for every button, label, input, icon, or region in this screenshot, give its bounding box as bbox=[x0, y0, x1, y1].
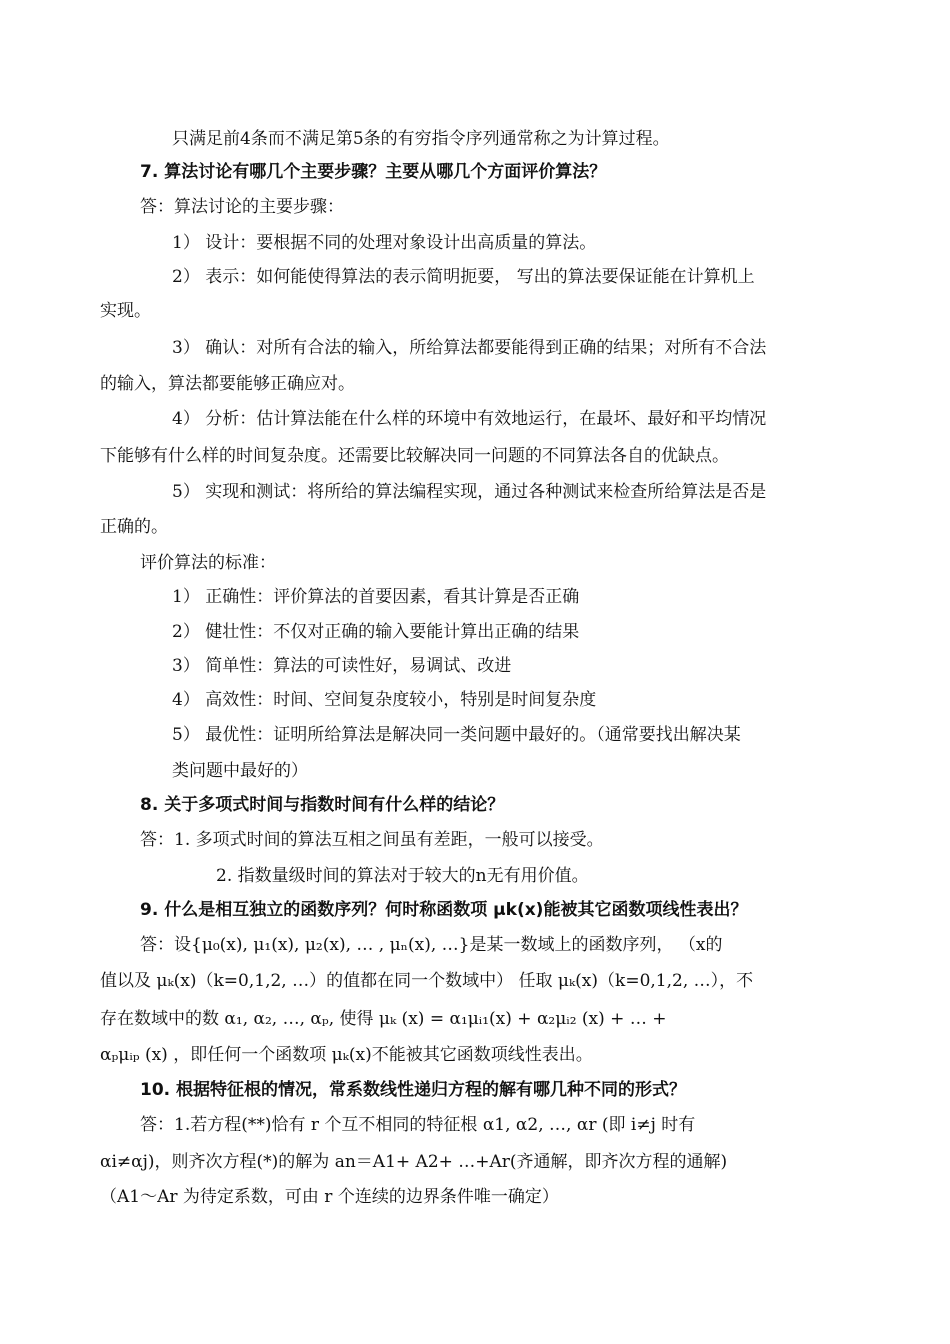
list-item: 1） 设计：要根据不同的处理对象设计出高质量的算法。 bbox=[172, 233, 597, 253]
list-item: 1） 正确性：评价算法的首要因素，看其计算是否正确 bbox=[172, 587, 580, 607]
list-item: 2） 表示：如何能使得算法的表示简明扼要， 写出的算法要保证能在计算机上 bbox=[172, 267, 755, 287]
list-item: 3） 确认：对所有合法的输入，所给算法都要能得到正确的结果；对所有不合法 bbox=[172, 338, 767, 358]
text-line: 存在数域中的数 α₁, α₂, …, αₚ, 使得 μₖ (x) = α₁μᵢ₁(x) + α₂μᵢ₂ (x) + … + bbox=[100, 1009, 667, 1029]
list-item: 2） 健壮性：不仅对正确的输入要能计算出正确的结果 bbox=[172, 622, 580, 642]
list-item: 5） 实现和测试：将所给的算法编程实现，通过各种测试来检查所给算法是否是 bbox=[172, 482, 767, 502]
text-line: 下能够有什么样的时间复杂度。还需要比较解决同一问题的不同算法各自的优缺点。 bbox=[100, 446, 729, 466]
answer-line: 答：设{μ₀(x), μ₁(x), μ₂(x), … , μₙ(x), …}是某一数域上的函数序列， （x的 bbox=[140, 935, 723, 955]
section-label: 评价算法的标准： bbox=[140, 553, 276, 573]
text-line: 类问题中最好的） bbox=[172, 761, 308, 781]
question-10-heading: 10. 根据特征根的情况，常系数线性递归方程的解有哪几种不同的形式？ bbox=[140, 1080, 687, 1100]
question-9-heading: 9. 什么是相互独立的函数序列？何时称函数项 μk(x)能被其它函数项线性表出？ bbox=[140, 900, 748, 920]
list-item: 3） 简单性：算法的可读性好，易调试、改进 bbox=[172, 656, 512, 676]
question-7-heading: 7. 算法讨论有哪几个主要步骤？主要从哪几个方面评价算法？ bbox=[140, 162, 607, 182]
answer-line: 答：1. 多项式时间的算法互相之间虽有差距，一般可以接受。 bbox=[140, 830, 604, 850]
answer-line: 答：1.若方程(**)恰有 r 个互不相同的特征根 α1, α2, …, αr (即 i≠j 时有 bbox=[140, 1115, 696, 1135]
text-line: 只满足前4条而不满足第5条的有穷指令序列通常称之为计算过程。 bbox=[172, 129, 670, 149]
text-line: αₚμᵢₚ (x) ，即任何一个函数项 μₖ(x)不能被其它函数项线性表出。 bbox=[100, 1045, 593, 1065]
text-line: 正确的。 bbox=[100, 517, 168, 537]
answer-label: 答：算法讨论的主要步骤： bbox=[140, 197, 344, 217]
text-line: 实现。 bbox=[100, 301, 151, 321]
text-line: 的输入，算法都要能够正确应对。 bbox=[100, 374, 355, 394]
text-line: αi≠αj)，则齐次方程(*)的解为 an＝A1+ A2+ …+Ar(齐通解，即齐次方程的通解) bbox=[100, 1152, 728, 1172]
text-line: 值以及 μₖ(x)（k=0,1,2, …）的值都在同一个数域中） 任取 μₖ(x)（k=0,1,2, …），不 bbox=[100, 971, 754, 991]
question-8-heading: 8. 关于多项式时间与指数时间有什么样的结论？ bbox=[140, 795, 505, 815]
list-item: 4） 分析：估计算法能在什么样的环境中有效地运行，在最坏、最好和平均情况 bbox=[172, 409, 767, 429]
answer-line: 2. 指数量级时间的算法对于较大的n无有用价值。 bbox=[216, 866, 589, 886]
text-line: （A1～Ar 为待定系数，可由 r 个连续的边界条件唯一确定） bbox=[100, 1187, 559, 1207]
list-item: 4） 高效性：时间、空间复杂度较小，特别是时间复杂度 bbox=[172, 690, 597, 710]
list-item: 5） 最优性：证明所给算法是解决同一类问题中最好的。（通常要找出解决某 bbox=[172, 725, 741, 745]
